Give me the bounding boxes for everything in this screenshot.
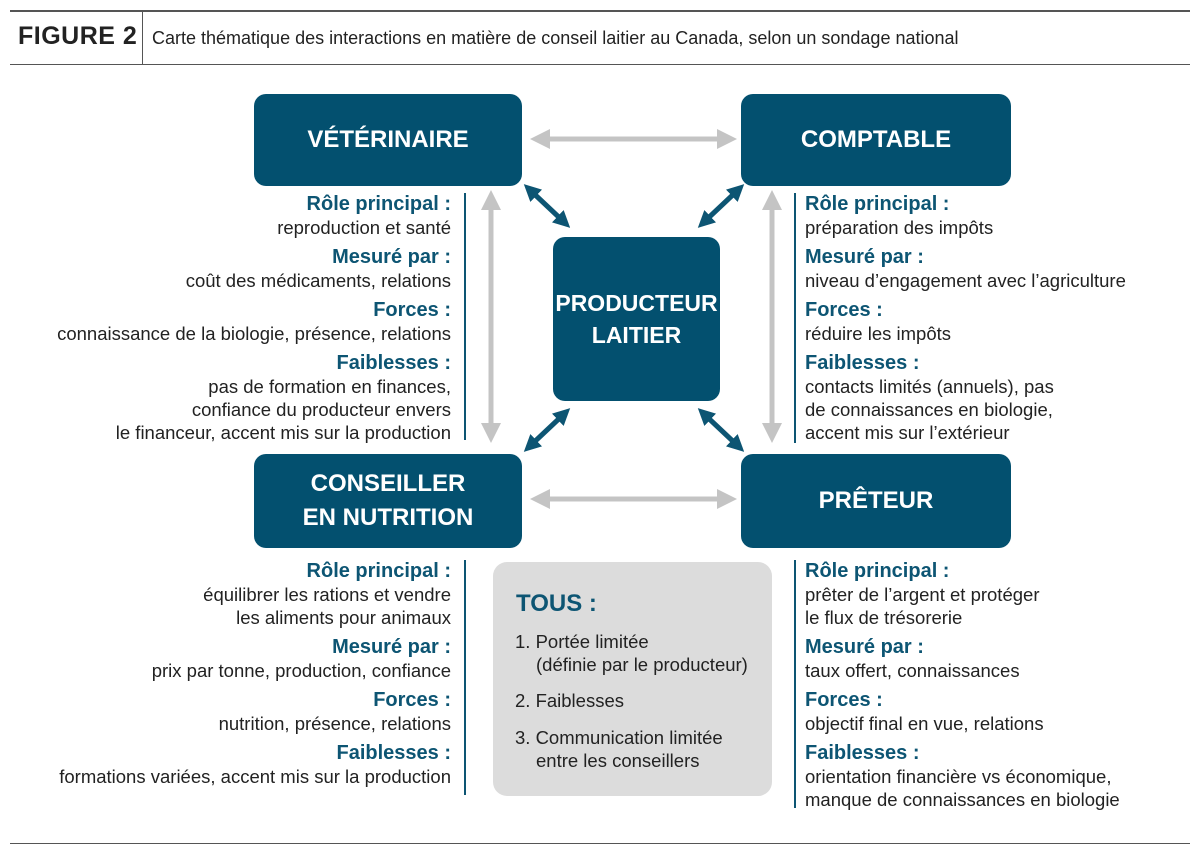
veterinaire-rule — [464, 193, 466, 440]
comptable-mesure-text: niveau d’engagement avec l’agriculture — [805, 270, 1126, 291]
figure-label: FIGURE 2 — [18, 22, 138, 50]
conseiller-faiblesses-heading: Faiblesses : — [336, 742, 451, 764]
conseiller-faiblesses-text: formations variées, accent mis sur la production — [59, 766, 451, 787]
box-producteur-line1: PRODUCTEUR — [555, 290, 718, 316]
comptable-rule — [794, 193, 796, 443]
preteur-role-line: le flux de trésorerie — [805, 607, 963, 628]
preteur-forces-text: objectif final en vue, relations — [805, 713, 1044, 734]
tous-item-1: 1. Portée limitée — [515, 631, 649, 652]
preteur-faiblesses-heading: Faiblesses : — [805, 742, 920, 764]
box-conseiller-line1: CONSEILLER — [310, 470, 466, 497]
arrow-producteur-comptable — [704, 190, 738, 222]
preteur-mesure-heading: Mesuré par : — [805, 636, 924, 658]
box-preteur-label: PRÊTEUR — [818, 487, 934, 514]
vet-mesure-heading: Mesuré par : — [332, 246, 451, 268]
comptable-details — [805, 192, 1126, 444]
tous-item-1-detail: (définie par le producteur) — [536, 654, 748, 675]
vet-forces-text: connaissance de la biologie, présence, relations — [57, 323, 451, 344]
comptable-mesure-heading: Mesuré par : — [805, 246, 924, 268]
tous-item-3-detail: entre les conseillers — [536, 750, 700, 771]
vet-faiblesses-line: confiance du producteur envers — [191, 399, 451, 420]
comptable-faiblesses-line: de connaissances en biologie, — [805, 399, 1053, 420]
comptable-forces-heading: Forces : — [805, 299, 883, 321]
arrow-producteur-vet — [530, 190, 564, 222]
box-producteur-laitier — [553, 237, 720, 401]
tous-title: TOUS : — [516, 590, 597, 617]
veterinaire-details — [57, 192, 451, 444]
tous-panel — [493, 562, 772, 796]
box-comptable — [741, 94, 1011, 186]
box-producteur-line2: LAITIER — [591, 322, 682, 348]
conseiller-rule — [464, 560, 466, 795]
arrow-producteur-preteur — [704, 414, 738, 446]
vet-faiblesses-line: pas de formation en finances, — [208, 376, 451, 397]
comptable-faiblesses-line: contacts limités (annuels), pas — [805, 376, 1054, 397]
vet-forces-heading: Forces : — [373, 299, 451, 321]
comptable-role-heading: Rôle principal : — [805, 193, 950, 215]
box-conseiller-nutrition — [254, 454, 522, 548]
vet-role-heading: Rôle principal : — [306, 193, 451, 215]
box-veterinaire — [254, 94, 522, 186]
tous-item-2: 2. Faiblesses — [515, 690, 624, 711]
conseiller-mesure-heading: Mesuré par : — [332, 636, 451, 658]
preteur-details — [805, 559, 1120, 811]
footer-rule — [10, 843, 1190, 844]
vet-faiblesses-heading: Faiblesses : — [336, 352, 451, 374]
preteur-faiblesses-line: orientation financière vs économique, — [805, 766, 1112, 787]
conseiller-details — [59, 559, 451, 788]
tous-item-3: 3. Communication limitée — [515, 727, 723, 748]
comptable-faiblesses-line: accent mis sur l’extérieur — [805, 422, 1010, 443]
conseiller-mesure-text: prix par tonne, production, confiance — [151, 660, 451, 681]
box-comptable-label: COMPTABLE — [800, 126, 952, 153]
preteur-faiblesses-line: manque de connaissances en biologie — [805, 789, 1120, 810]
vet-faiblesses-line: le financeur, accent mis sur la production — [115, 422, 451, 443]
conseiller-role-line: les aliments pour animaux — [236, 607, 451, 628]
arrow-producteur-conseiller — [530, 414, 564, 446]
comptable-role-text: préparation des impôts — [805, 217, 994, 238]
box-veterinaire-label: VÉTÉRINAIRE — [307, 126, 469, 153]
figure-title: Carte thématique des interactions en matière de conseil laitier au Canada, selon un sondage national — [152, 28, 959, 48]
preteur-role-heading: Rôle principal : — [805, 560, 950, 582]
conseiller-forces-heading: Forces : — [373, 689, 451, 711]
preteur-rule — [794, 560, 796, 808]
preteur-forces-heading: Forces : — [805, 689, 883, 711]
vet-mesure-text: coût des médicaments, relations — [185, 270, 451, 291]
conseiller-role-line: équilibrer les rations et vendre — [203, 584, 451, 605]
conseiller-forces-text: nutrition, présence, relations — [218, 713, 451, 734]
conseiller-role-heading: Rôle principal : — [306, 560, 451, 582]
comptable-forces-text: réduire les impôts — [805, 323, 952, 344]
comptable-faiblesses-heading: Faiblesses : — [805, 352, 920, 374]
preteur-mesure-text: taux offert, connaissances — [805, 660, 1020, 681]
box-preteur — [741, 454, 1011, 548]
vet-role-text: reproduction et santé — [277, 217, 451, 238]
preteur-role-line: prêter de l’argent et protéger — [805, 584, 1040, 605]
box-conseiller-line2: EN NUTRITION — [302, 504, 474, 531]
